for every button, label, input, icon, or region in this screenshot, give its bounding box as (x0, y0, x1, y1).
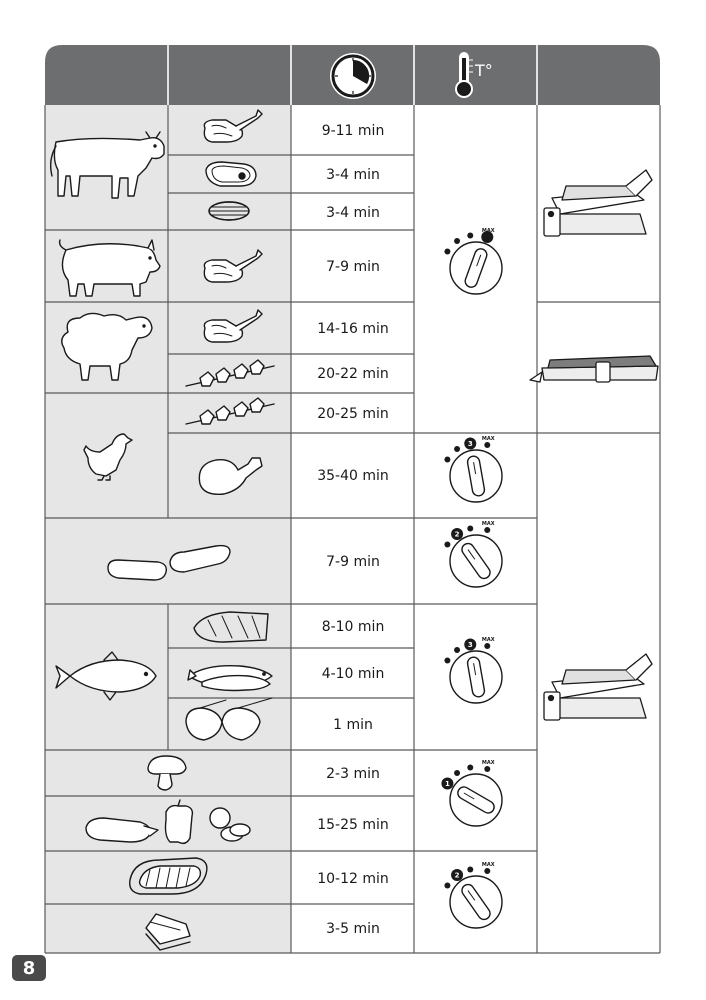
cooking-time: 20-22 min (317, 366, 389, 382)
dial-max-label: MAX (481, 759, 495, 766)
dial-marker (444, 249, 450, 255)
cooking-time: 15-25 min (317, 817, 389, 833)
dial-marker (444, 883, 450, 889)
cooking-time: 3-4 min (326, 205, 380, 221)
cooking-time: 3-5 min (326, 921, 380, 937)
dial-marker (454, 770, 460, 776)
thermostat-dials (441, 228, 502, 928)
thermostat-dial (444, 521, 502, 587)
page-number: 8 (12, 955, 46, 981)
dial-marker (467, 526, 473, 532)
dial-marker (444, 658, 450, 664)
dial-max-label: MAX (481, 435, 495, 442)
dial-max-label: MAX (481, 861, 495, 868)
cooking-time: 10-12 min (317, 871, 389, 887)
dial-marker (484, 643, 490, 649)
cooking-time: 14-16 min (317, 321, 389, 337)
dial-marker (444, 457, 450, 463)
thermostat-dial (444, 862, 502, 928)
thermostat-dial (444, 228, 502, 294)
steak-icon (206, 162, 256, 186)
dial-marker (484, 527, 490, 533)
dial-marker (467, 233, 473, 239)
grill-closed-icon (544, 170, 652, 236)
dial-max-label: MAX (481, 520, 495, 527)
dial-marker (467, 765, 473, 771)
dial-marker (467, 867, 473, 873)
cooking-time: 20-25 min (317, 406, 389, 422)
cooking-time: 1 min (333, 717, 373, 733)
dial-selected-label: 2 (454, 530, 460, 539)
cooking-time: 9-11 min (321, 123, 385, 139)
cooking-time: 4-10 min (321, 666, 385, 682)
grill-open-flat-icon (530, 356, 658, 382)
cooking-time: 7-9 min (326, 259, 380, 275)
dial-max-label: MAX (481, 636, 495, 643)
thermostat-dial (441, 760, 502, 826)
dial-marker (484, 868, 490, 874)
dial-selected-label: 1 (444, 779, 450, 788)
dial-marker (454, 238, 460, 244)
dial-selected-label: 2 (454, 871, 460, 880)
dial-marker (454, 446, 460, 452)
dial-selected-label: 3 (467, 640, 473, 649)
dial-marker (484, 442, 490, 448)
thermostat-dial (444, 436, 502, 502)
dial-marker (484, 766, 490, 772)
cooking-time: 3-4 min (326, 167, 380, 183)
dial-marker (444, 542, 450, 548)
cooking-time: 8-10 min (321, 619, 385, 635)
cooking-time: 7-9 min (326, 554, 380, 570)
burger-patty-icon (209, 202, 249, 220)
grill-closed-icon (544, 654, 652, 720)
dial-selected-label: 3 (467, 439, 473, 448)
dial-marker (454, 647, 460, 653)
temperature-label: T° (475, 61, 493, 80)
thermostat-dial (444, 637, 502, 703)
dial-max-label: MAX (481, 227, 495, 234)
cooking-time: 35-40 min (317, 468, 389, 484)
timer-icon (330, 53, 376, 99)
panini-icon (130, 858, 207, 894)
cooking-time: 2-3 min (326, 766, 380, 782)
